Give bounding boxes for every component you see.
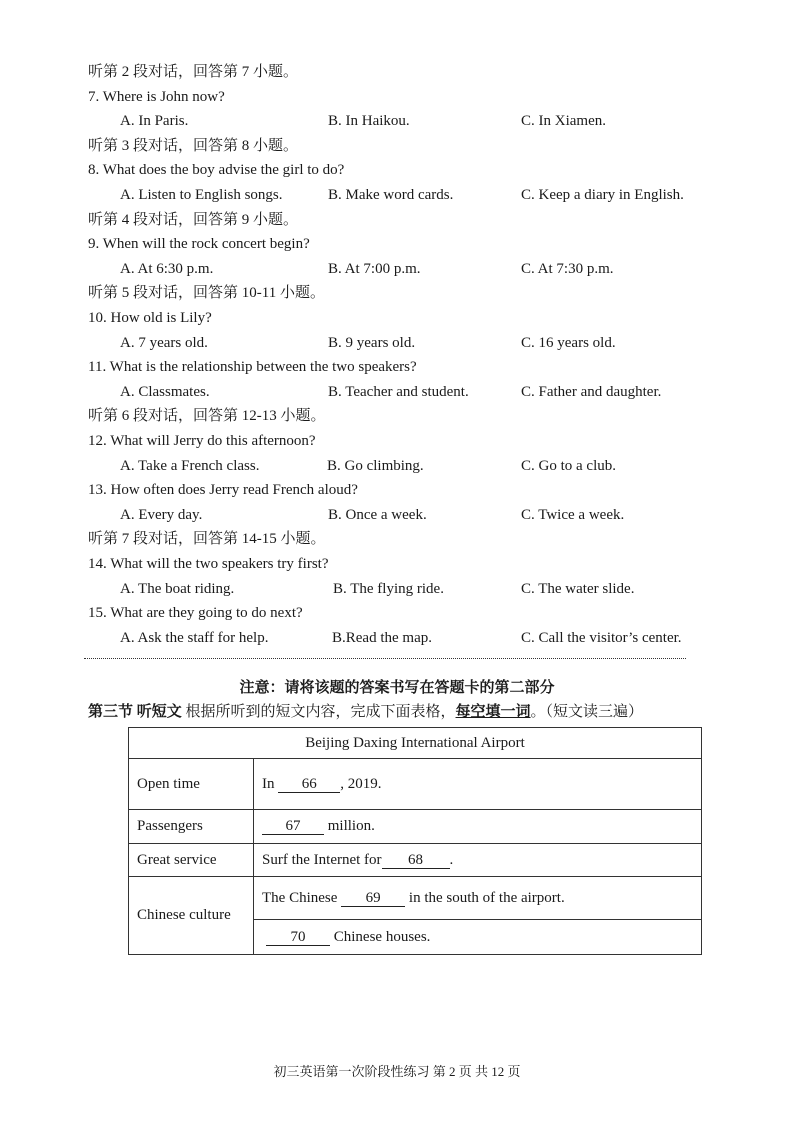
question-stem: 12. What will Jerry do this afternoon?: [88, 433, 316, 449]
open-time-pre: In: [262, 775, 279, 792]
answer-option: B. Make word cards.: [328, 187, 454, 203]
section3-tail: 。（短文读三遍）: [530, 704, 644, 720]
row-open-time: [254, 759, 702, 810]
section3-desc: 根据所听到的短文内容，完成下面表格，: [181, 704, 456, 720]
section-instruction: 听第 2 段对话，回答第 7 小题。: [88, 64, 299, 80]
table-title: Beijing Daxing International Airport: [129, 728, 702, 759]
answer-option: C. Twice a week.: [521, 506, 625, 523]
row-passengers: [254, 810, 702, 844]
question-stem: 8. What does the boy advise the girl to do?: [88, 162, 345, 179]
culture-row1-post: in the south of the airport.: [405, 889, 565, 906]
answer-option: A. Ask the staff for help.: [120, 629, 269, 646]
culture-row2-post: Chinese houses.: [330, 928, 431, 945]
blank-67: 67: [262, 818, 324, 835]
answer-option: B. Once a week.: [328, 506, 427, 523]
section-instruction: 听第 3 段对话，回答第 8 小题。: [88, 137, 299, 154]
answer-option: C. At 7:30 p.m.: [521, 260, 614, 277]
page-footer: 初三英语第一次阶段性练习 第 2 页 共 12 页: [273, 1064, 521, 1079]
section-instruction: 听第 4 段对话，回答第 9 小题。: [88, 211, 299, 228]
answer-option: B. The flying ride.: [333, 580, 444, 597]
answer-option: A. Take a French class.: [120, 457, 260, 474]
row-chinese-culture-2: [254, 920, 702, 955]
section-instruction: 听第 7 段对话，回答第 14-15 小题。: [88, 531, 326, 548]
question-stem: 13. How often does Jerry read French aloud?: [88, 482, 358, 499]
section-instruction: 听第 6 段对话，回答第 12-13 小题。: [88, 408, 326, 425]
section3-instruction: [88, 702, 643, 722]
answer-option: A. 7 years old.: [120, 334, 208, 351]
section3-emphasis: 每空填一词: [455, 704, 531, 720]
open-time-post: , 2019.: [340, 775, 382, 792]
row-great-service: [254, 844, 702, 877]
answer-option: B. In Haikou.: [328, 113, 410, 130]
great-service-pre: Surf the Internet for: [262, 851, 382, 868]
answer-option: C. Keep a diary in English.: [521, 187, 684, 203]
question-stem: 9. When will the rock concert begin?: [88, 236, 310, 253]
row-label-passengers: Passengers: [129, 810, 254, 844]
answer-option: B. Go climbing.: [327, 457, 424, 474]
culture-row1-pre: The Chinese: [262, 889, 342, 906]
row-label-open-time: Open time: [129, 759, 254, 810]
question-stem: 14. What will the two speakers try first?: [88, 556, 329, 572]
answer-option: A. In Paris.: [120, 113, 189, 130]
row-label-great-service: Great service: [129, 844, 254, 877]
answer-option: B. At 7:00 p.m.: [328, 260, 421, 277]
question-stem: 11. What is the relationship between the two speakers?: [88, 359, 417, 376]
answer-option: C. Go to a club.: [521, 457, 616, 474]
notice-text: 注意：请将该题的答案书写在答题卡的第二部分: [239, 680, 555, 696]
answer-option: A. At 6:30 p.m.: [120, 260, 214, 277]
great-service-post: .: [449, 851, 454, 868]
answer-option: A. Every day.: [120, 506, 203, 523]
blank-69: 69: [341, 890, 405, 907]
row-label-chinese-culture: Chinese culture: [129, 877, 254, 955]
answer-option: B.Read the map.: [332, 629, 432, 646]
answer-option: A. Listen to English songs.: [120, 187, 283, 203]
question-stem: 10. How old is Lily?: [88, 310, 212, 326]
row-chinese-culture-1: [254, 877, 702, 920]
dotted-divider: [84, 658, 686, 659]
blank-70: 70: [266, 929, 330, 946]
question-stem: 15. What are they going to do next?: [88, 605, 303, 622]
answer-option: C. In Xiamen.: [521, 113, 606, 130]
section3-title: 第三节 听短文: [88, 704, 182, 720]
question-stem: 7. Where is John now?: [88, 88, 225, 105]
blank-66: 66: [278, 776, 340, 793]
answer-option: B. Teacher and student.: [328, 383, 469, 400]
answer-option: A. The boat riding.: [120, 580, 235, 597]
answer-option: A. Classmates.: [120, 383, 210, 400]
airport-info-table: [128, 727, 702, 955]
section-instruction: 听第 5 段对话，回答第 10-11 小题。: [88, 285, 325, 302]
answer-option: C. 16 years old.: [521, 334, 616, 351]
answer-option: C. Call the visitor’s center.: [521, 629, 682, 646]
passengers-post: million.: [324, 818, 375, 834]
answer-option: C. Father and daughter.: [521, 383, 662, 400]
answer-option: C. The water slide.: [521, 580, 635, 597]
blank-68: 68: [382, 852, 450, 869]
answer-option: B. 9 years old.: [328, 334, 416, 351]
